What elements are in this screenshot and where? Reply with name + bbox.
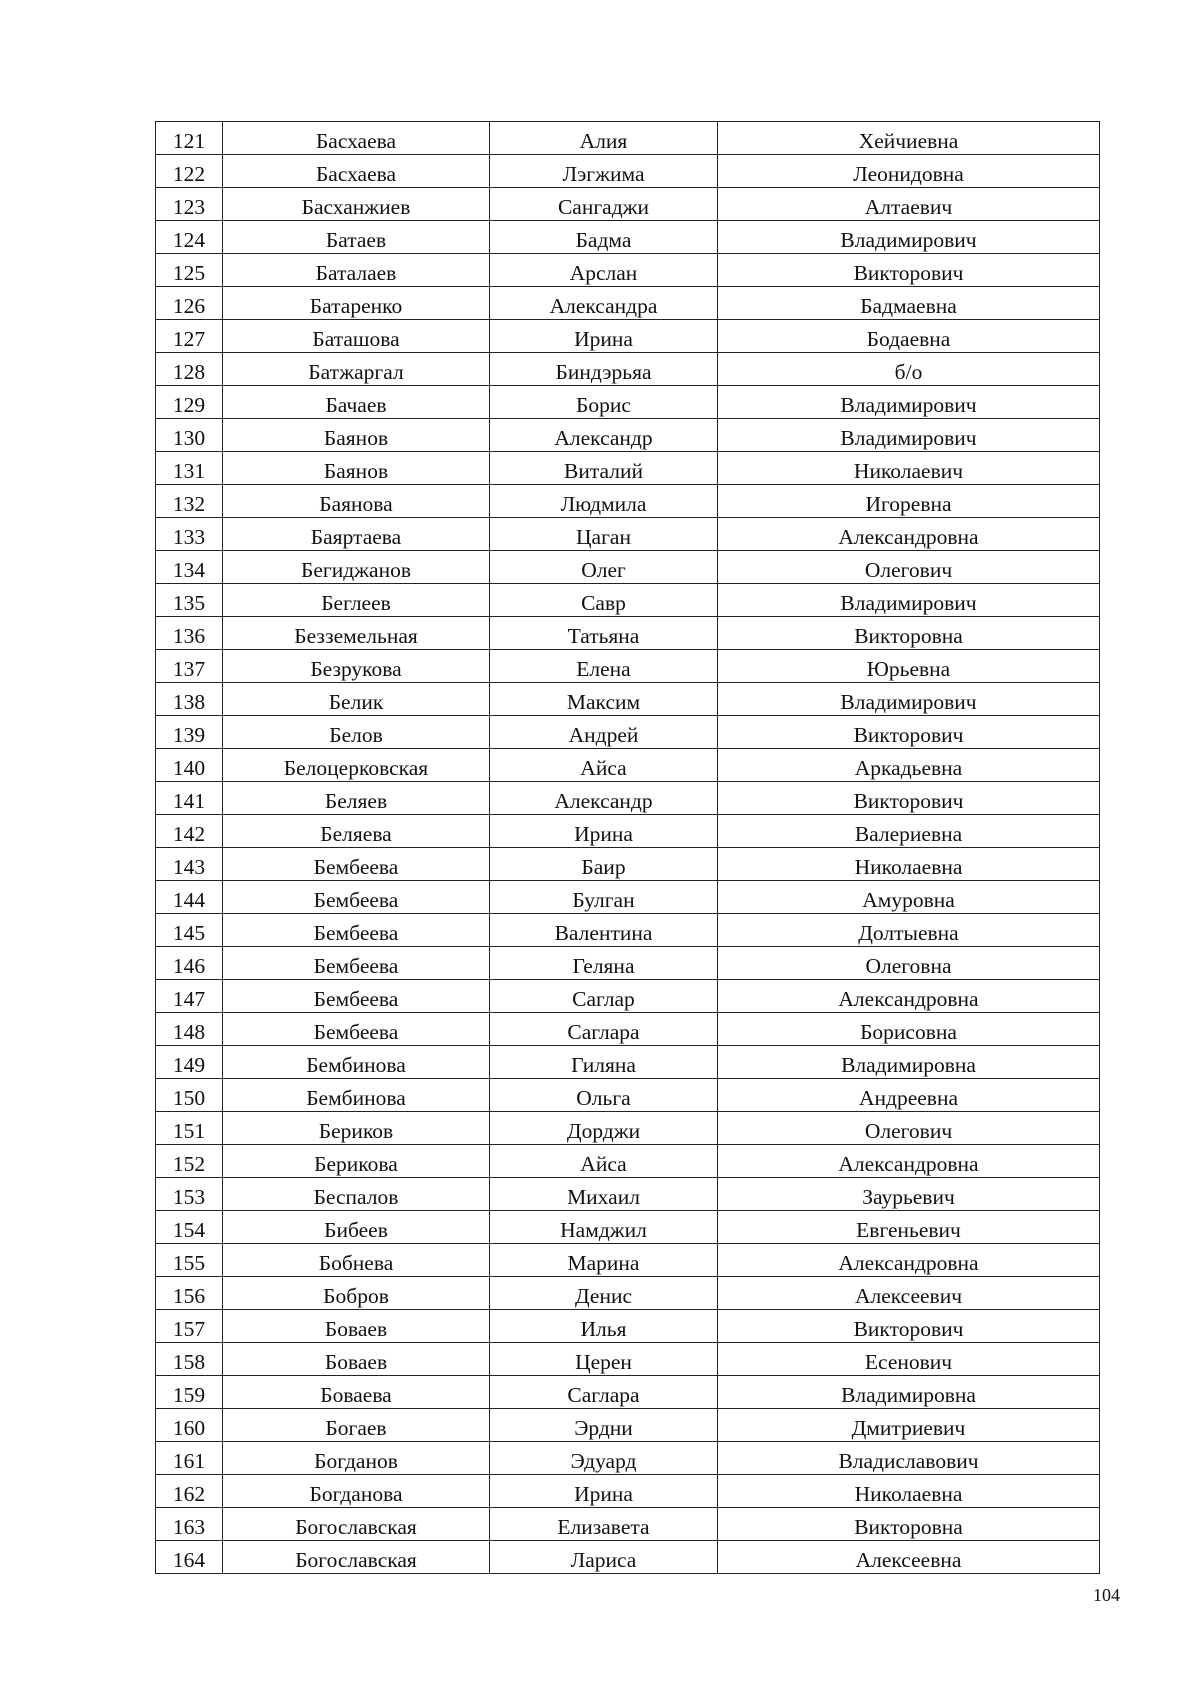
last-name-cell: Богаев: [223, 1409, 490, 1442]
table-row: [156, 254, 1100, 287]
last-name-cell: Батжаргал: [223, 353, 490, 386]
table-row: [156, 1541, 1100, 1574]
last-name-cell: Баяртаева: [223, 518, 490, 551]
row-number-cell: 123: [156, 188, 223, 221]
row-number-cell: 143: [156, 848, 223, 881]
first-name-cell: Елена: [490, 650, 718, 683]
patronymic-cell: Николаевич: [718, 452, 1100, 485]
first-name-cell: Людмила: [490, 485, 718, 518]
last-name-cell: Бегиджанов: [223, 551, 490, 584]
first-name-cell: Илья: [490, 1310, 718, 1343]
table-row: [156, 683, 1100, 716]
row-number-cell: 146: [156, 947, 223, 980]
table-row: [156, 353, 1100, 386]
last-name-cell: Бериков: [223, 1112, 490, 1145]
row-number-cell: 141: [156, 782, 223, 815]
patronymic-cell: Долтыевна: [718, 914, 1100, 947]
table-row: [156, 947, 1100, 980]
patronymic-cell: Владимировна: [718, 1376, 1100, 1409]
row-number-cell: 129: [156, 386, 223, 419]
last-name-cell: Баталаев: [223, 254, 490, 287]
first-name-cell: Цаган: [490, 518, 718, 551]
first-name-cell: Саглар: [490, 980, 718, 1013]
patronymic-cell: Есенович: [718, 1343, 1100, 1376]
first-name-cell: Арслан: [490, 254, 718, 287]
table-row: [156, 716, 1100, 749]
table-row: [156, 188, 1100, 221]
patronymic-cell: Владимирович: [718, 584, 1100, 617]
last-name-cell: Белов: [223, 716, 490, 749]
last-name-cell: Богославская: [223, 1541, 490, 1574]
table-row: [156, 1409, 1100, 1442]
first-name-cell: Эрдни: [490, 1409, 718, 1442]
patronymic-cell: Владимирович: [718, 419, 1100, 452]
last-name-cell: Богданов: [223, 1442, 490, 1475]
table-row: [156, 320, 1100, 353]
table-row: [156, 452, 1100, 485]
patronymic-cell: Андреевна: [718, 1079, 1100, 1112]
table-row: [156, 914, 1100, 947]
row-number-cell: 158: [156, 1343, 223, 1376]
last-name-cell: Бембеева: [223, 1013, 490, 1046]
row-number-cell: 140: [156, 749, 223, 782]
row-number-cell: 127: [156, 320, 223, 353]
table-row: [156, 1145, 1100, 1178]
last-name-cell: Баянова: [223, 485, 490, 518]
table-row: [156, 1310, 1100, 1343]
last-name-cell: Безрукова: [223, 650, 490, 683]
table-row: [156, 881, 1100, 914]
row-number-cell: 135: [156, 584, 223, 617]
row-number-cell: 150: [156, 1079, 223, 1112]
row-number-cell: 147: [156, 980, 223, 1013]
patronymic-cell: Викторович: [718, 1310, 1100, 1343]
last-name-cell: Бембинова: [223, 1079, 490, 1112]
first-name-cell: Булган: [490, 881, 718, 914]
last-name-cell: Берикова: [223, 1145, 490, 1178]
table-row: [156, 221, 1100, 254]
first-name-cell: Баир: [490, 848, 718, 881]
first-name-cell: Татьяна: [490, 617, 718, 650]
first-name-cell: Максим: [490, 683, 718, 716]
patronymic-cell: Викторовна: [718, 617, 1100, 650]
row-number-cell: 153: [156, 1178, 223, 1211]
first-name-cell: Лэгжима: [490, 155, 718, 188]
last-name-cell: Богданова: [223, 1475, 490, 1508]
row-number-cell: 162: [156, 1475, 223, 1508]
patronymic-cell: Владимирович: [718, 386, 1100, 419]
last-name-cell: Бобров: [223, 1277, 490, 1310]
table-row: [156, 1244, 1100, 1277]
last-name-cell: Боваев: [223, 1343, 490, 1376]
patronymic-cell: Заурьевич: [718, 1178, 1100, 1211]
first-name-cell: Дорджи: [490, 1112, 718, 1145]
first-name-cell: Денис: [490, 1277, 718, 1310]
row-number-cell: 137: [156, 650, 223, 683]
patronymic-cell: Амуровна: [718, 881, 1100, 914]
table-row: [156, 1046, 1100, 1079]
table-row: [156, 815, 1100, 848]
table-row: [156, 386, 1100, 419]
row-number-cell: 134: [156, 551, 223, 584]
first-name-cell: Борис: [490, 386, 718, 419]
row-number-cell: 132: [156, 485, 223, 518]
row-number-cell: 142: [156, 815, 223, 848]
first-name-cell: Саглара: [490, 1013, 718, 1046]
first-name-cell: Айса: [490, 1145, 718, 1178]
last-name-cell: Беляев: [223, 782, 490, 815]
first-name-cell: Саглара: [490, 1376, 718, 1409]
table-row: [156, 782, 1100, 815]
table-row: [156, 518, 1100, 551]
patronymic-cell: Владимирович: [718, 683, 1100, 716]
row-number-cell: 155: [156, 1244, 223, 1277]
last-name-cell: Боваев: [223, 1310, 490, 1343]
table-row: [156, 551, 1100, 584]
row-number-cell: 130: [156, 419, 223, 452]
patronymic-cell: Викторович: [718, 716, 1100, 749]
last-name-cell: Бембеева: [223, 881, 490, 914]
page-number: 104: [1093, 1585, 1120, 1605]
last-name-cell: Богославская: [223, 1508, 490, 1541]
last-name-cell: Бембинова: [223, 1046, 490, 1079]
first-name-cell: Ольга: [490, 1079, 718, 1112]
table-row: [156, 1508, 1100, 1541]
first-name-cell: Биндэрьяа: [490, 353, 718, 386]
first-name-cell: Савр: [490, 584, 718, 617]
last-name-cell: Беляева: [223, 815, 490, 848]
first-name-cell: Виталий: [490, 452, 718, 485]
table-row: [156, 1277, 1100, 1310]
last-name-cell: Басханжиев: [223, 188, 490, 221]
row-number-cell: 139: [156, 716, 223, 749]
first-name-cell: Эдуард: [490, 1442, 718, 1475]
patronymic-cell: Викторович: [718, 254, 1100, 287]
row-number-cell: 159: [156, 1376, 223, 1409]
patronymic-cell: Бадмаевна: [718, 287, 1100, 320]
last-name-cell: Беспалов: [223, 1178, 490, 1211]
last-name-cell: Бембеева: [223, 980, 490, 1013]
first-name-cell: Айса: [490, 749, 718, 782]
patronymic-cell: Юрьевна: [718, 650, 1100, 683]
table-row: [156, 650, 1100, 683]
patronymic-cell: Алексеевич: [718, 1277, 1100, 1310]
first-name-cell: Валентина: [490, 914, 718, 947]
last-name-cell: Бобнева: [223, 1244, 490, 1277]
row-number-cell: 154: [156, 1211, 223, 1244]
patronymic-cell: Александровна: [718, 518, 1100, 551]
last-name-cell: Бембеева: [223, 947, 490, 980]
table-row: [156, 584, 1100, 617]
first-name-cell: Ирина: [490, 1475, 718, 1508]
patronymic-cell: Владиславович: [718, 1442, 1100, 1475]
last-name-cell: Беглеев: [223, 584, 490, 617]
last-name-cell: Басхаева: [223, 122, 490, 155]
row-number-cell: 124: [156, 221, 223, 254]
last-name-cell: Бачаев: [223, 386, 490, 419]
row-number-cell: 126: [156, 287, 223, 320]
last-name-cell: Бембеева: [223, 914, 490, 947]
row-number-cell: 148: [156, 1013, 223, 1046]
last-name-cell: Боваева: [223, 1376, 490, 1409]
table-row: [156, 1343, 1100, 1376]
first-name-cell: Ирина: [490, 815, 718, 848]
patronymic-cell: Алтаевич: [718, 188, 1100, 221]
first-name-cell: Лариса: [490, 1541, 718, 1574]
row-number-cell: 152: [156, 1145, 223, 1178]
patronymic-cell: Игоревна: [718, 485, 1100, 518]
patronymic-cell: Хейчиевна: [718, 122, 1100, 155]
last-name-cell: Бембеева: [223, 848, 490, 881]
last-name-cell: Безземельная: [223, 617, 490, 650]
first-name-cell: Бадма: [490, 221, 718, 254]
first-name-cell: Церен: [490, 1343, 718, 1376]
table-row: [156, 749, 1100, 782]
first-name-cell: Михаил: [490, 1178, 718, 1211]
table-row: [156, 155, 1100, 188]
patronymic-cell: Евгеньевич: [718, 1211, 1100, 1244]
row-number-cell: 163: [156, 1508, 223, 1541]
first-name-cell: Алия: [490, 122, 718, 155]
table-row: [156, 1178, 1100, 1211]
row-number-cell: 136: [156, 617, 223, 650]
table-row: [156, 848, 1100, 881]
first-name-cell: Олег: [490, 551, 718, 584]
table-row: [156, 980, 1100, 1013]
last-name-cell: Батаев: [223, 221, 490, 254]
row-number-cell: 145: [156, 914, 223, 947]
row-number-cell: 149: [156, 1046, 223, 1079]
patronymic-cell: Дмитриевич: [718, 1409, 1100, 1442]
row-number-cell: 131: [156, 452, 223, 485]
table-row: [156, 1013, 1100, 1046]
patronymic-cell: Бодаевна: [718, 320, 1100, 353]
patronymic-cell: Александровна: [718, 1244, 1100, 1277]
row-number-cell: 122: [156, 155, 223, 188]
first-name-cell: Александр: [490, 419, 718, 452]
row-number-cell: 156: [156, 1277, 223, 1310]
patronymic-cell: б/о: [718, 353, 1100, 386]
row-number-cell: 160: [156, 1409, 223, 1442]
table-row: [156, 287, 1100, 320]
table-row: [156, 1442, 1100, 1475]
first-name-cell: Александра: [490, 287, 718, 320]
table-row: [156, 1211, 1100, 1244]
row-number-cell: 121: [156, 122, 223, 155]
row-number-cell: 133: [156, 518, 223, 551]
patronymic-cell: Алексеевна: [718, 1541, 1100, 1574]
patronymic-cell: Олегович: [718, 1112, 1100, 1145]
last-name-cell: Белоцерковская: [223, 749, 490, 782]
patronymic-cell: Валериевна: [718, 815, 1100, 848]
first-name-cell: Елизавета: [490, 1508, 718, 1541]
row-number-cell: 161: [156, 1442, 223, 1475]
patronymic-cell: Викторовна: [718, 1508, 1100, 1541]
table-row: [156, 617, 1100, 650]
table-row: [156, 122, 1100, 155]
first-name-cell: Геляна: [490, 947, 718, 980]
patronymic-cell: Борисовна: [718, 1013, 1100, 1046]
first-name-cell: Андрей: [490, 716, 718, 749]
table-row: [156, 485, 1100, 518]
first-name-cell: Марина: [490, 1244, 718, 1277]
patronymic-cell: Олеговна: [718, 947, 1100, 980]
patronymic-cell: Александровна: [718, 980, 1100, 1013]
table-row: [156, 1376, 1100, 1409]
row-number-cell: 144: [156, 881, 223, 914]
row-number-cell: 151: [156, 1112, 223, 1145]
patronymic-cell: Владимировна: [718, 1046, 1100, 1079]
last-name-cell: Бибеев: [223, 1211, 490, 1244]
table-row: [156, 1475, 1100, 1508]
patronymic-cell: Леонидовна: [718, 155, 1100, 188]
first-name-cell: Гиляна: [490, 1046, 718, 1079]
row-number-cell: 164: [156, 1541, 223, 1574]
patronymic-cell: Николаевна: [718, 848, 1100, 881]
row-number-cell: 157: [156, 1310, 223, 1343]
table-row: [156, 1079, 1100, 1112]
patronymic-cell: Аркадьевна: [718, 749, 1100, 782]
roster-table: [155, 121, 1100, 1574]
first-name-cell: Намджил: [490, 1211, 718, 1244]
patronymic-cell: Николаевна: [718, 1475, 1100, 1508]
row-number-cell: 128: [156, 353, 223, 386]
first-name-cell: Сангаджи: [490, 188, 718, 221]
last-name-cell: Белик: [223, 683, 490, 716]
last-name-cell: Баянов: [223, 419, 490, 452]
last-name-cell: Баянов: [223, 452, 490, 485]
roster-body: [156, 122, 1100, 1574]
patronymic-cell: Викторович: [718, 782, 1100, 815]
patronymic-cell: Олегович: [718, 551, 1100, 584]
patronymic-cell: Владимирович: [718, 221, 1100, 254]
table-row: [156, 419, 1100, 452]
patronymic-cell: Александровна: [718, 1145, 1100, 1178]
first-name-cell: Александр: [490, 782, 718, 815]
row-number-cell: 138: [156, 683, 223, 716]
table-row: [156, 1112, 1100, 1145]
last-name-cell: Батаренко: [223, 287, 490, 320]
last-name-cell: Басхаева: [223, 155, 490, 188]
last-name-cell: Баташова: [223, 320, 490, 353]
first-name-cell: Ирина: [490, 320, 718, 353]
row-number-cell: 125: [156, 254, 223, 287]
